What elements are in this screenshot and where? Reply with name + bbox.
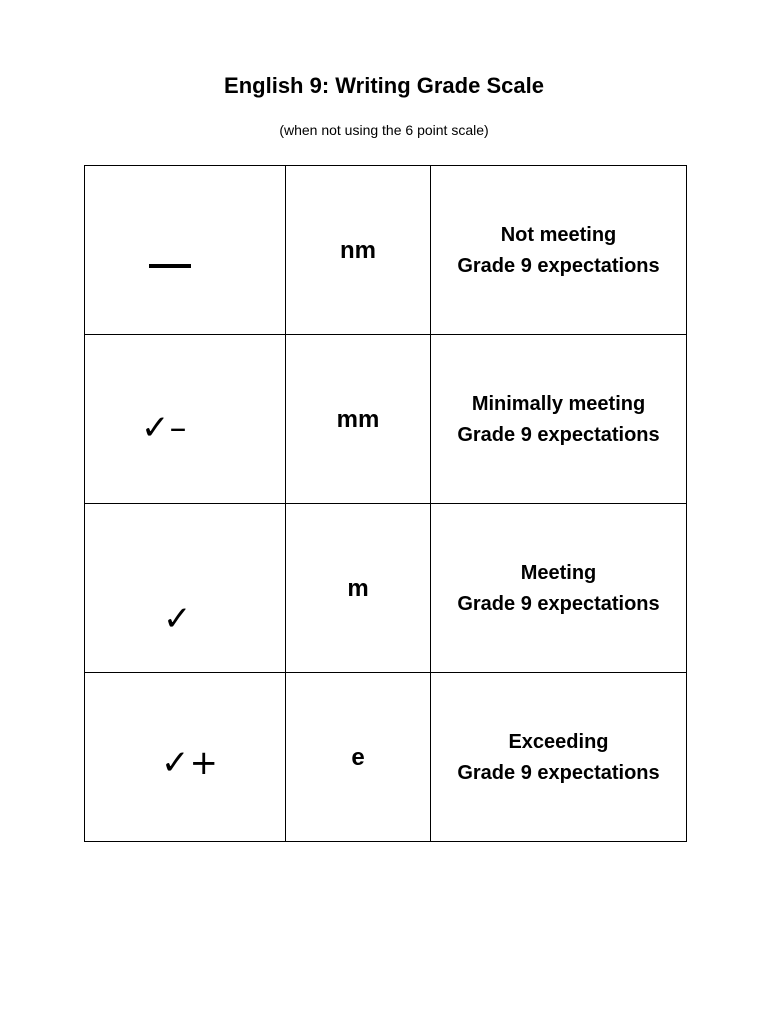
grade-description xyxy=(431,727,686,789)
check-icon: ✓ xyxy=(163,599,192,639)
symbol-cell xyxy=(85,504,286,673)
grade-expectation: Grade 9 expectations xyxy=(457,762,660,784)
page-title: English 9: Writing Grade Scale xyxy=(224,73,544,98)
grade-code: mm xyxy=(336,406,380,433)
description-cell xyxy=(431,335,687,504)
symbol-cell xyxy=(85,673,286,842)
symbol-cell xyxy=(85,335,286,504)
table-row xyxy=(85,166,687,335)
code-cell xyxy=(286,335,431,504)
grade-code: nm xyxy=(340,237,376,264)
grade-description xyxy=(431,389,686,451)
grade-expectation: Grade 9 expectations xyxy=(457,593,660,615)
grade-expectation: Grade 9 expectations xyxy=(457,255,660,277)
code-cell xyxy=(286,166,431,335)
table-row xyxy=(85,335,687,504)
check-plus-icon: ✓+ xyxy=(161,743,218,783)
page-subtitle: (when not using the 6 point scale) xyxy=(279,122,489,138)
description-cell xyxy=(431,166,687,335)
code-cell xyxy=(286,504,431,673)
grade-expectation: Grade 9 expectations xyxy=(457,424,660,446)
table-row xyxy=(85,504,687,673)
symbol-cell xyxy=(85,166,286,335)
dash-icon xyxy=(149,264,191,268)
code-cell xyxy=(286,673,431,842)
check-minus-icon: ✓– xyxy=(141,408,187,448)
grade-level: Exceeding xyxy=(508,731,609,753)
grade-code: m xyxy=(347,575,369,602)
grade-description xyxy=(431,220,686,282)
grade-level: Minimally meeting xyxy=(471,393,646,415)
table-row xyxy=(85,673,687,842)
grade-scale-table xyxy=(84,165,687,842)
description-cell xyxy=(431,504,687,673)
grade-level: Meeting xyxy=(520,562,597,584)
grade-code: e xyxy=(351,744,365,771)
grade-description xyxy=(431,558,686,620)
description-cell xyxy=(431,673,687,842)
grade-level: Not meeting xyxy=(500,224,617,246)
